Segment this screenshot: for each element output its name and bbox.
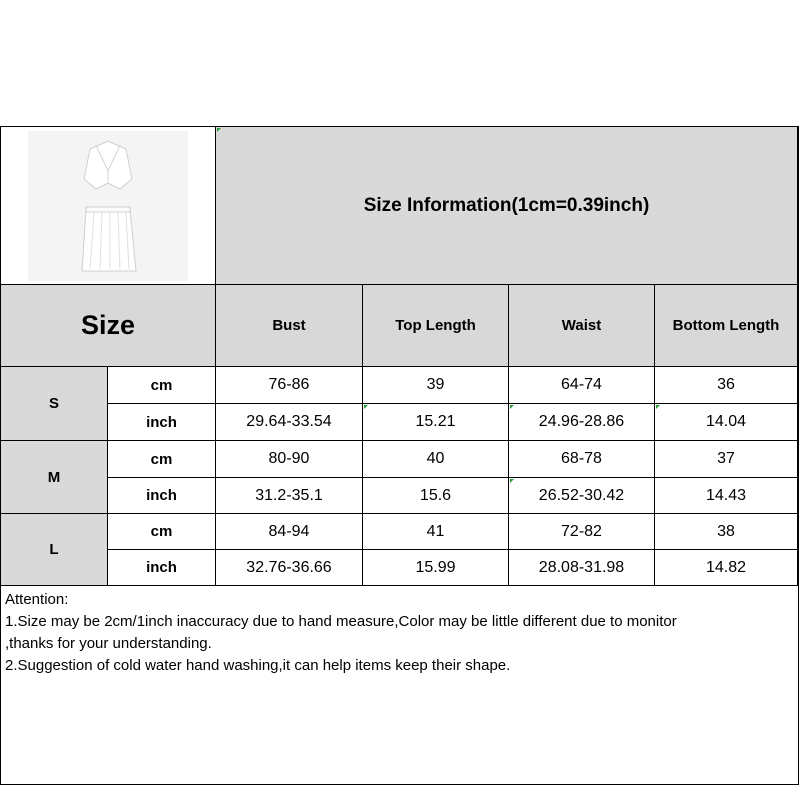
table-cell: 14.04 [655, 404, 798, 441]
table-cell: 39 [363, 367, 509, 404]
table-cell: 41 [363, 514, 509, 550]
table-cell: 64-74 [509, 367, 655, 404]
table-cell: 72-82 [509, 514, 655, 550]
table-cell: 14.43 [655, 478, 798, 514]
cell-marker [364, 405, 368, 409]
unit-label: inch [108, 404, 216, 441]
size-chart [0, 126, 799, 785]
unit-label: inch [108, 478, 216, 514]
col-header-bust: Bust [216, 285, 363, 367]
size-label-s: S [1, 367, 108, 441]
col-header-waist: Waist [509, 285, 655, 367]
unit-label: inch [108, 550, 216, 586]
product-image-cell [1, 127, 216, 285]
notes-line: 1.Size may be 2cm/1inch inaccuracy due to hand measure,Color may be little different due to monitor [5, 613, 677, 630]
table-cell: 37 [655, 441, 798, 478]
table-cell: 14.82 [655, 550, 798, 586]
size-label-m: M [1, 441, 108, 514]
table-cell: 84-94 [216, 514, 363, 550]
table-cell: 80-90 [216, 441, 363, 478]
notes-line: ,thanks for your understanding. [5, 635, 212, 652]
unit-label: cm [108, 514, 216, 550]
cell-marker [656, 405, 660, 409]
attention-notes [5, 589, 677, 677]
unit-label: cm [108, 441, 216, 478]
notes-heading: Attention: [5, 591, 69, 608]
table-cell: 28.08-31.98 [509, 550, 655, 586]
product-photo [28, 131, 188, 281]
table-cell: 32.76-36.66 [216, 550, 363, 586]
cell-marker [510, 479, 514, 483]
table-cell: 38 [655, 514, 798, 550]
table-cell: 15.6 [363, 478, 509, 514]
table-cell: 40 [363, 441, 509, 478]
table-cell: 15.21 [363, 404, 509, 441]
table-cell: 24.96-28.86 [509, 404, 655, 441]
size-label-l: L [1, 514, 108, 586]
table-cell: 15.99 [363, 550, 509, 586]
table-cell: 31.2-35.1 [216, 478, 363, 514]
notes-line: 2.Suggestion of cold water hand washing,it can help items keep their shape. [5, 657, 511, 674]
table-cell: 76-86 [216, 367, 363, 404]
size-info-title: Size Information(1cm=0.39inch) [216, 127, 798, 285]
col-header-bottom-length: Bottom Length [655, 285, 798, 367]
table-cell: 26.52-30.42 [509, 478, 655, 514]
table-cell: 29.64-33.54 [216, 404, 363, 441]
table-cell: 68-78 [509, 441, 655, 478]
cell-marker [510, 405, 514, 409]
col-header-top-length: Top Length [363, 285, 509, 367]
size-header: Size [1, 285, 216, 367]
cell-marker [217, 128, 221, 132]
table-cell: 36 [655, 367, 798, 404]
unit-label: cm [108, 367, 216, 404]
